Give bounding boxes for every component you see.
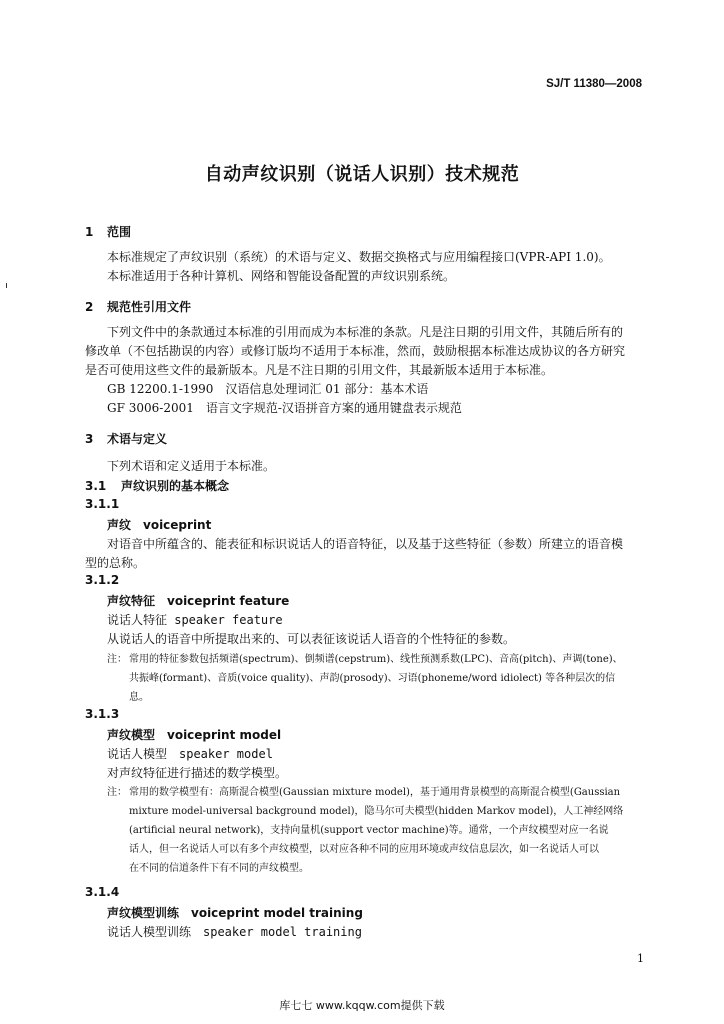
subsection-title: 声纹识别的基本概念 — [121, 479, 230, 493]
term-definition: 从说话人的语音中所提取出来的、可以表征该说话人语音的个性特征的参数。 — [107, 632, 516, 646]
clause-number: 3.1.1 — [85, 497, 120, 511]
document-title: 自动声纹识别（说话人识别）技术规范 — [204, 164, 520, 185]
section-2-paragraph-line: 下列文件中的条款通过本标准的引用而成为本标准的条款。凡是注日期的引用文件，其随后所有的 — [107, 325, 624, 339]
note-line: 在不同的信道条件下有不同的声纹模型。 — [129, 863, 309, 874]
note-label: 注： — [107, 787, 127, 798]
section-2-heading — [85, 298, 191, 315]
note-line: 常用的特征参数包括频谱(spectrum)、倒频谱(cepstrum)、线性预测系数(LPC)、音高(pitch)、声调(tone)、 — [129, 654, 623, 665]
term-definition: 对语音中所蕴含的、能表征和标识说话人的语音特征，以及基于这些特征（参数）所建立的语音模 — [107, 537, 624, 551]
section-number: 2 — [85, 300, 94, 314]
section-1-paragraph-1: 本标准规定了声纹识别（系统）的术语与定义、数据交换格式与应用编程接口(VPR-API 1.0)。 — [107, 250, 611, 264]
section-2-paragraph-line: 修改单（不包括勘误的内容）或修订版均不适用于本标准，然而，鼓励根据本标准达成协议的各方研究 — [85, 344, 626, 358]
note-label: 注： — [107, 654, 127, 665]
section-1-paragraph-2: 本标准适用于各种计算机、网络和智能设备配置的声纹识别系统。 — [107, 269, 456, 283]
page-number: 1 — [637, 952, 644, 965]
subsection-3-1-heading — [85, 477, 229, 494]
clause-number: 3.1.3 — [85, 707, 120, 721]
term-alternative: 说话人特征 speaker feature — [107, 613, 283, 627]
section-1-heading — [85, 223, 131, 240]
term-definition: 对声纹特征进行描述的数学模型。 — [107, 766, 288, 780]
standard-code: SJ/T 11380—2008 — [546, 78, 642, 90]
note-line: mixture model-universal background model)，隐马尔可夫模型(hidden Markov model)，人工神经网络 — [129, 806, 624, 817]
term-entry: 声纹模型训练 voiceprint model training — [107, 906, 363, 920]
section-2-paragraph-line: 是否可使用这些文件的最新版本。凡是不注日期的引用文件，其最新版本适用于本标准。 — [85, 363, 554, 377]
note-line: 常用的数学模型有：高斯混合模型(Gaussian mixture model)，基于通用背景模型的高斯混合模型(Gaussian — [129, 787, 621, 798]
term-alternative: 说话人模型 speaker model — [107, 747, 273, 761]
subsection-number: 3.1 — [85, 479, 107, 493]
clause-number: 3.1.4 — [85, 885, 120, 899]
normative-reference: GB 12200.1-1990 汉语信息处理词汇 01 部分：基本术语 — [107, 382, 429, 396]
margin-mark — [6, 283, 7, 288]
term-entry: 声纹 voiceprint — [107, 518, 212, 532]
note-line: (artificial neural network)，支持向量机(support vector machine)等。通常，一个声纹模型对应一名说 — [129, 825, 609, 836]
term-entry: 声纹模型 voiceprint model — [107, 728, 282, 742]
note-line: 共振峰(formant)、音质(voice quality)、声韵(prosody)、习语(phoneme/word idiolect) 等各种层次的信 — [129, 673, 616, 684]
section-number: 1 — [85, 225, 94, 239]
section-title: 规范性引用文件 — [107, 300, 192, 314]
section-3-intro: 下列术语和定义适用于本标准。 — [107, 459, 276, 473]
download-footer: 库七七 www.kqqw.com提供下载 — [279, 999, 445, 1012]
term-alternative: 说话人模型训练 speaker model training — [107, 925, 362, 939]
clause-number: 3.1.2 — [85, 573, 120, 587]
normative-reference: GF 3006-2001 语言文字规范-汉语拼音方案的通用键盘表示规范 — [107, 401, 462, 415]
term-entry: 声纹特征 voiceprint feature — [107, 594, 290, 608]
note-line: 息。 — [129, 692, 149, 703]
section-title: 术语与定义 — [107, 432, 168, 446]
section-3-heading — [85, 430, 167, 447]
section-title: 范围 — [107, 225, 132, 239]
section-number: 3 — [85, 432, 94, 446]
note-line: 话人，但一名说话人可以有多个声纹模型，以对应各种不同的应用环境或声纹信息层次，如一名说话人可以 — [129, 844, 599, 855]
term-definition: 型的总称。 — [85, 556, 146, 570]
